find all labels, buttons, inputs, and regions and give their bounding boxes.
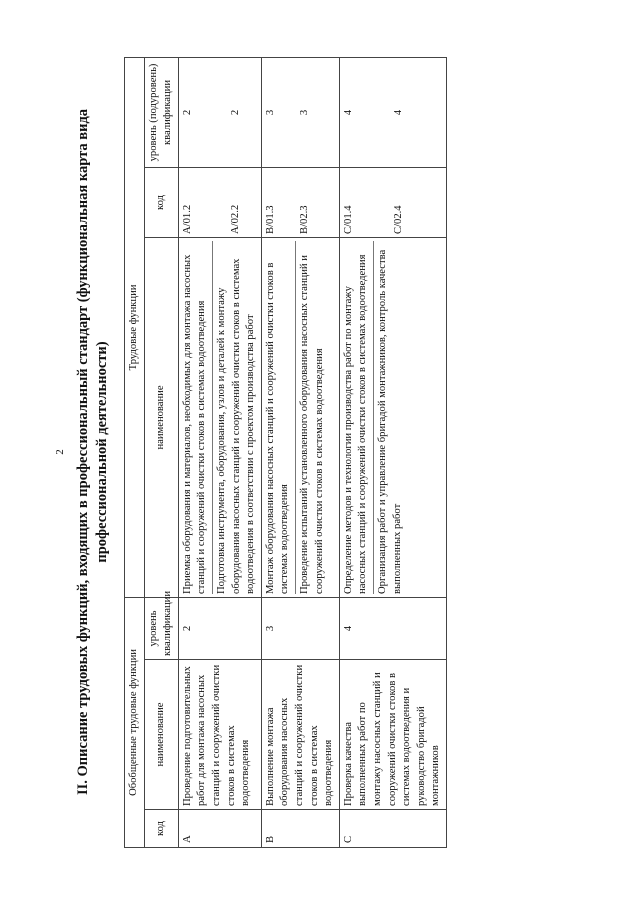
group-level: 3 [261, 597, 339, 659]
function-code: C/01.4 [342, 205, 354, 234]
section-heading [74, 82, 112, 822]
table-row [339, 57, 446, 847]
function-level: 2 [229, 109, 241, 116]
rotated-document-page [40, 42, 600, 862]
functional-map-table [124, 57, 447, 848]
function-level: 3 [298, 109, 310, 116]
header-function-code: код [144, 167, 178, 237]
group-name: Выполнение монтажа оборудования насосных станций и сооружений очистки стоков в системах водоотведения [261, 660, 339, 810]
function-code: B/01.3 [264, 205, 276, 234]
function-code: A/02.2 [229, 204, 241, 234]
function-names-cell [178, 237, 261, 597]
page-number: 2 [54, 449, 66, 455]
header-level: уровень квалификации [144, 597, 178, 659]
header-function-name: наименование [144, 237, 178, 597]
function-name: Организация работ и управление бригадой монтажников, контроль качества выполненных работ [373, 241, 405, 594]
group-code: A [178, 810, 261, 848]
group-level: 2 [178, 597, 261, 659]
function-name: Проведение испытаний установленного оборудования насосных станций и сооружений очистки стоков в системах водоотведения [295, 241, 327, 594]
group-level: 4 [339, 597, 446, 659]
header-labor-functions: Трудовые функции [125, 57, 145, 597]
group-name: Проведение подготовительных работ для монтажа насосных станций и сооружений очистки стоков в системах водоотведения [178, 660, 261, 810]
function-name: Определение методов и технологии производства работ по монтажу насосных станций и сооружений очистки стоков в системах водоотведения [342, 254, 369, 594]
function-names-cell [261, 237, 339, 597]
group-code: B [261, 810, 339, 848]
function-levels-cell [261, 57, 339, 167]
heading-line-1: II. Описание трудовых функций, входящих в профессиональный стандарт (функциональная карта вида [75, 108, 91, 796]
function-name: Монтаж оборудования насосных станций и сооружений очистки стоков в системах водоотведения [264, 262, 291, 594]
function-levels-cell [178, 57, 261, 167]
function-level: 3 [264, 109, 276, 116]
group-name: Проверка качества выполненных работ по монтажу насосных станций и сооружений очистки стоков в системах водоотведения и руководство бригадой монтажников [339, 660, 446, 810]
function-name: Приемка оборудования и материалов, необходимых для монтажа насосных станций и сооружений очистки стоков в системах водоотведения [181, 254, 208, 594]
function-code: C/02.4 [392, 205, 404, 234]
header-function-level: уровень (подуровень) квалификации [144, 57, 178, 167]
group-code: C [339, 810, 446, 848]
function-level: 4 [342, 109, 354, 116]
header-name: наименование [144, 660, 178, 810]
header-generalized-functions: Обобщенные трудовые функции [125, 597, 145, 847]
header-code: код [144, 810, 178, 848]
function-code: A/01.2 [181, 204, 193, 234]
function-level: 4 [392, 109, 404, 116]
function-levels-cell [339, 57, 446, 167]
function-level: 2 [181, 109, 193, 116]
function-codes-cell [261, 167, 339, 237]
function-codes-cell [339, 167, 446, 237]
function-codes-cell [178, 167, 261, 237]
table-row [178, 57, 261, 847]
function-name: Подготовка инструмента, оборудования, узлов и деталей к монтажу оборудования насосных станций и сооружений очистки стоков в системах водоотведения в соответствии с проектом производства работ [212, 241, 259, 594]
table-row [261, 57, 339, 847]
function-names-cell [339, 237, 446, 597]
function-code: B/02.3 [298, 205, 310, 234]
heading-line-2: профессиональной деятельности) [94, 341, 110, 563]
